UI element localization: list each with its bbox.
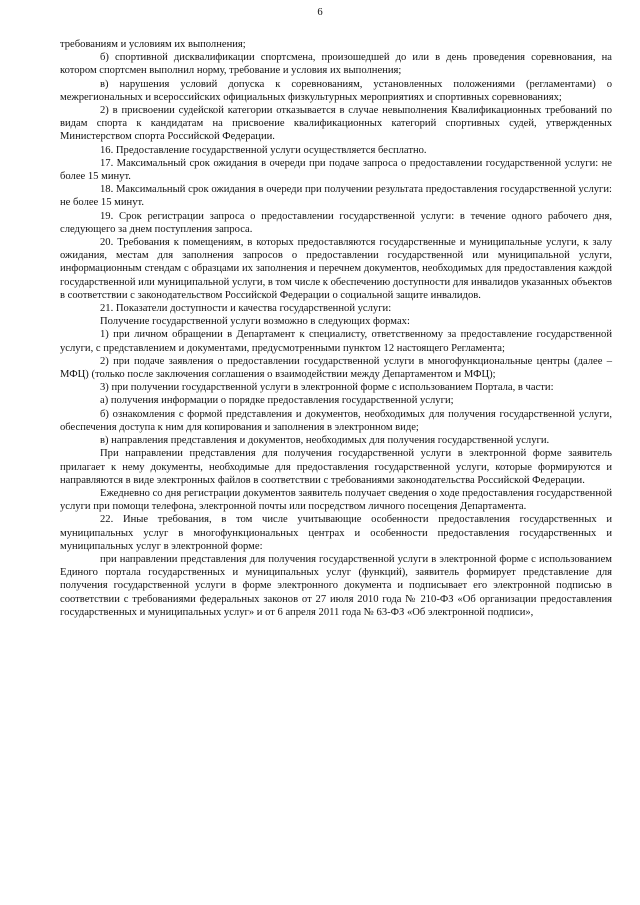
paragraph: 2) при подаче заявления о предоставлении государственной услуги в многофункциональные центры (далее – МФЦ) (только после заключения соглашения о взаимодействии между Департаментом и МФЦ); xyxy=(60,355,612,381)
paragraph: 16. Предоставление государственной услуги осуществляется бесплатно. xyxy=(100,144,427,156)
paragraph: При направлении представления для получения государственной услуги в электронной форме заявитель прилагает к нему документы, необходимые для предоставления государственной услуги, которые формируются и направляются в виде электронных файлов в соответствии с требованиями законодательства Российской Федерации. xyxy=(60,448,612,486)
paragraph: 17. Максимальный срок ожидания в очереди при подаче запроса о предоставлении государственной услуги: не более 15 минут. xyxy=(60,157,612,183)
paragraph: б) ознакомления с формой представления и документов, необходимых для получения государственной услуги, обеспечения доступа к ним для копирования и заполнения в электронном виде; xyxy=(60,408,612,433)
paragraph: 18. Максимальный срок ожидания в очереди при получении результата предоставления государственной услуги: не более 15 минут. xyxy=(60,184,612,209)
paragraph: 22. Иные требования, в том числе учитывающие особенности предоставления государственных и муниципальных услуг в многофункциональных центрах и особенности предоставления государственных и муниципальных услуг в электронной форме: xyxy=(60,514,612,552)
document-body xyxy=(60,38,612,619)
page-number: 6 xyxy=(317,7,323,18)
paragraph: в) нарушения условий допуска к соревнованиям, установленных положениями (регламентами) о межрегиональных и всероссийских официальных физкультурных мероприятиях и спортивных соревнованиях; xyxy=(60,78,612,103)
paragraph: 3) при получении государственной услуги в электронной форме с использованием Портала, в части: xyxy=(100,382,554,394)
paragraph: 1) при личном обращении в Департамент к специалисту, ответственному за предоставление государственной услуги, с представлением и документами, предусмотренными пунктом 12 настоящего Регламента; xyxy=(60,329,612,354)
paragraph: 20. Требования к помещениям, в которых предоставляются государственные и муниципальные услуги, к залу ожидания, местам для заполнения запросов о предоставлении государственной или муниципальной услуги, информационным стендам с образцами их заполнения и перечнем документов, необходимых для предоставления каждой государственной или муниципальной услуги, в том числе к обеспечению доступности для инвалидов указанных объектов в соответствии с законодательством Российской Федерации о социальной защите инвалидов. xyxy=(60,237,612,301)
paragraph: при направлении представления для получения государственной услуги в электронной форме с использованием Единого портала государственных и муниципальных услуг (функций), заявитель формирует представление для получения государственной услуги в форме электронного документа и подписывает его электронной подписью в соответствии с требованиями федеральных законов от 27 июля 2010 года № 210-ФЗ «Об организации предоставления государственных и муниципальных услуг» и от 6 апреля 2011 года № 63-ФЗ «Об электронной подписи», xyxy=(60,553,612,618)
paragraph: Ежедневно со дня регистрации документов заявитель получает сведения о ходе предоставления государственной услуги при помощи телефона, электронной почты или посредством личного посещения Департамента. xyxy=(60,487,612,513)
paragraph: в) направления представления и документов, необходимых для получения государственной услуги. xyxy=(100,435,550,447)
paragraph: 19. Срок регистрации запроса о предоставлении государственной услуги: в течение одного рабочего дня, следующего за днем поступления запроса. xyxy=(60,210,612,235)
paragraph: б) спортивной дисквалификации спортсмена, произошедшей до или в день проведения соревнования, на котором спортсмен выполнил норму, требование и условия их выполнения; xyxy=(60,52,612,77)
paragraph: Получение государственной услуги возможно в следующих формах: xyxy=(100,316,410,328)
paragraph: 2) в присвоении судейской категории отказывается в случае невыполнения Квалификационных требований по видам спорта к кандидатам на присвоение квалификационных категорий спортивных судей, утвержденных Министерством спорта Российской Федерации. xyxy=(60,105,612,143)
paragraph: 21. Показатели доступности и качества государственной услуги: xyxy=(100,303,392,315)
paragraph: а) получения информации о порядке предоставления государственной услуги; xyxy=(100,395,454,407)
paragraph: требованиям и условиям их выполнения; xyxy=(60,39,246,50)
